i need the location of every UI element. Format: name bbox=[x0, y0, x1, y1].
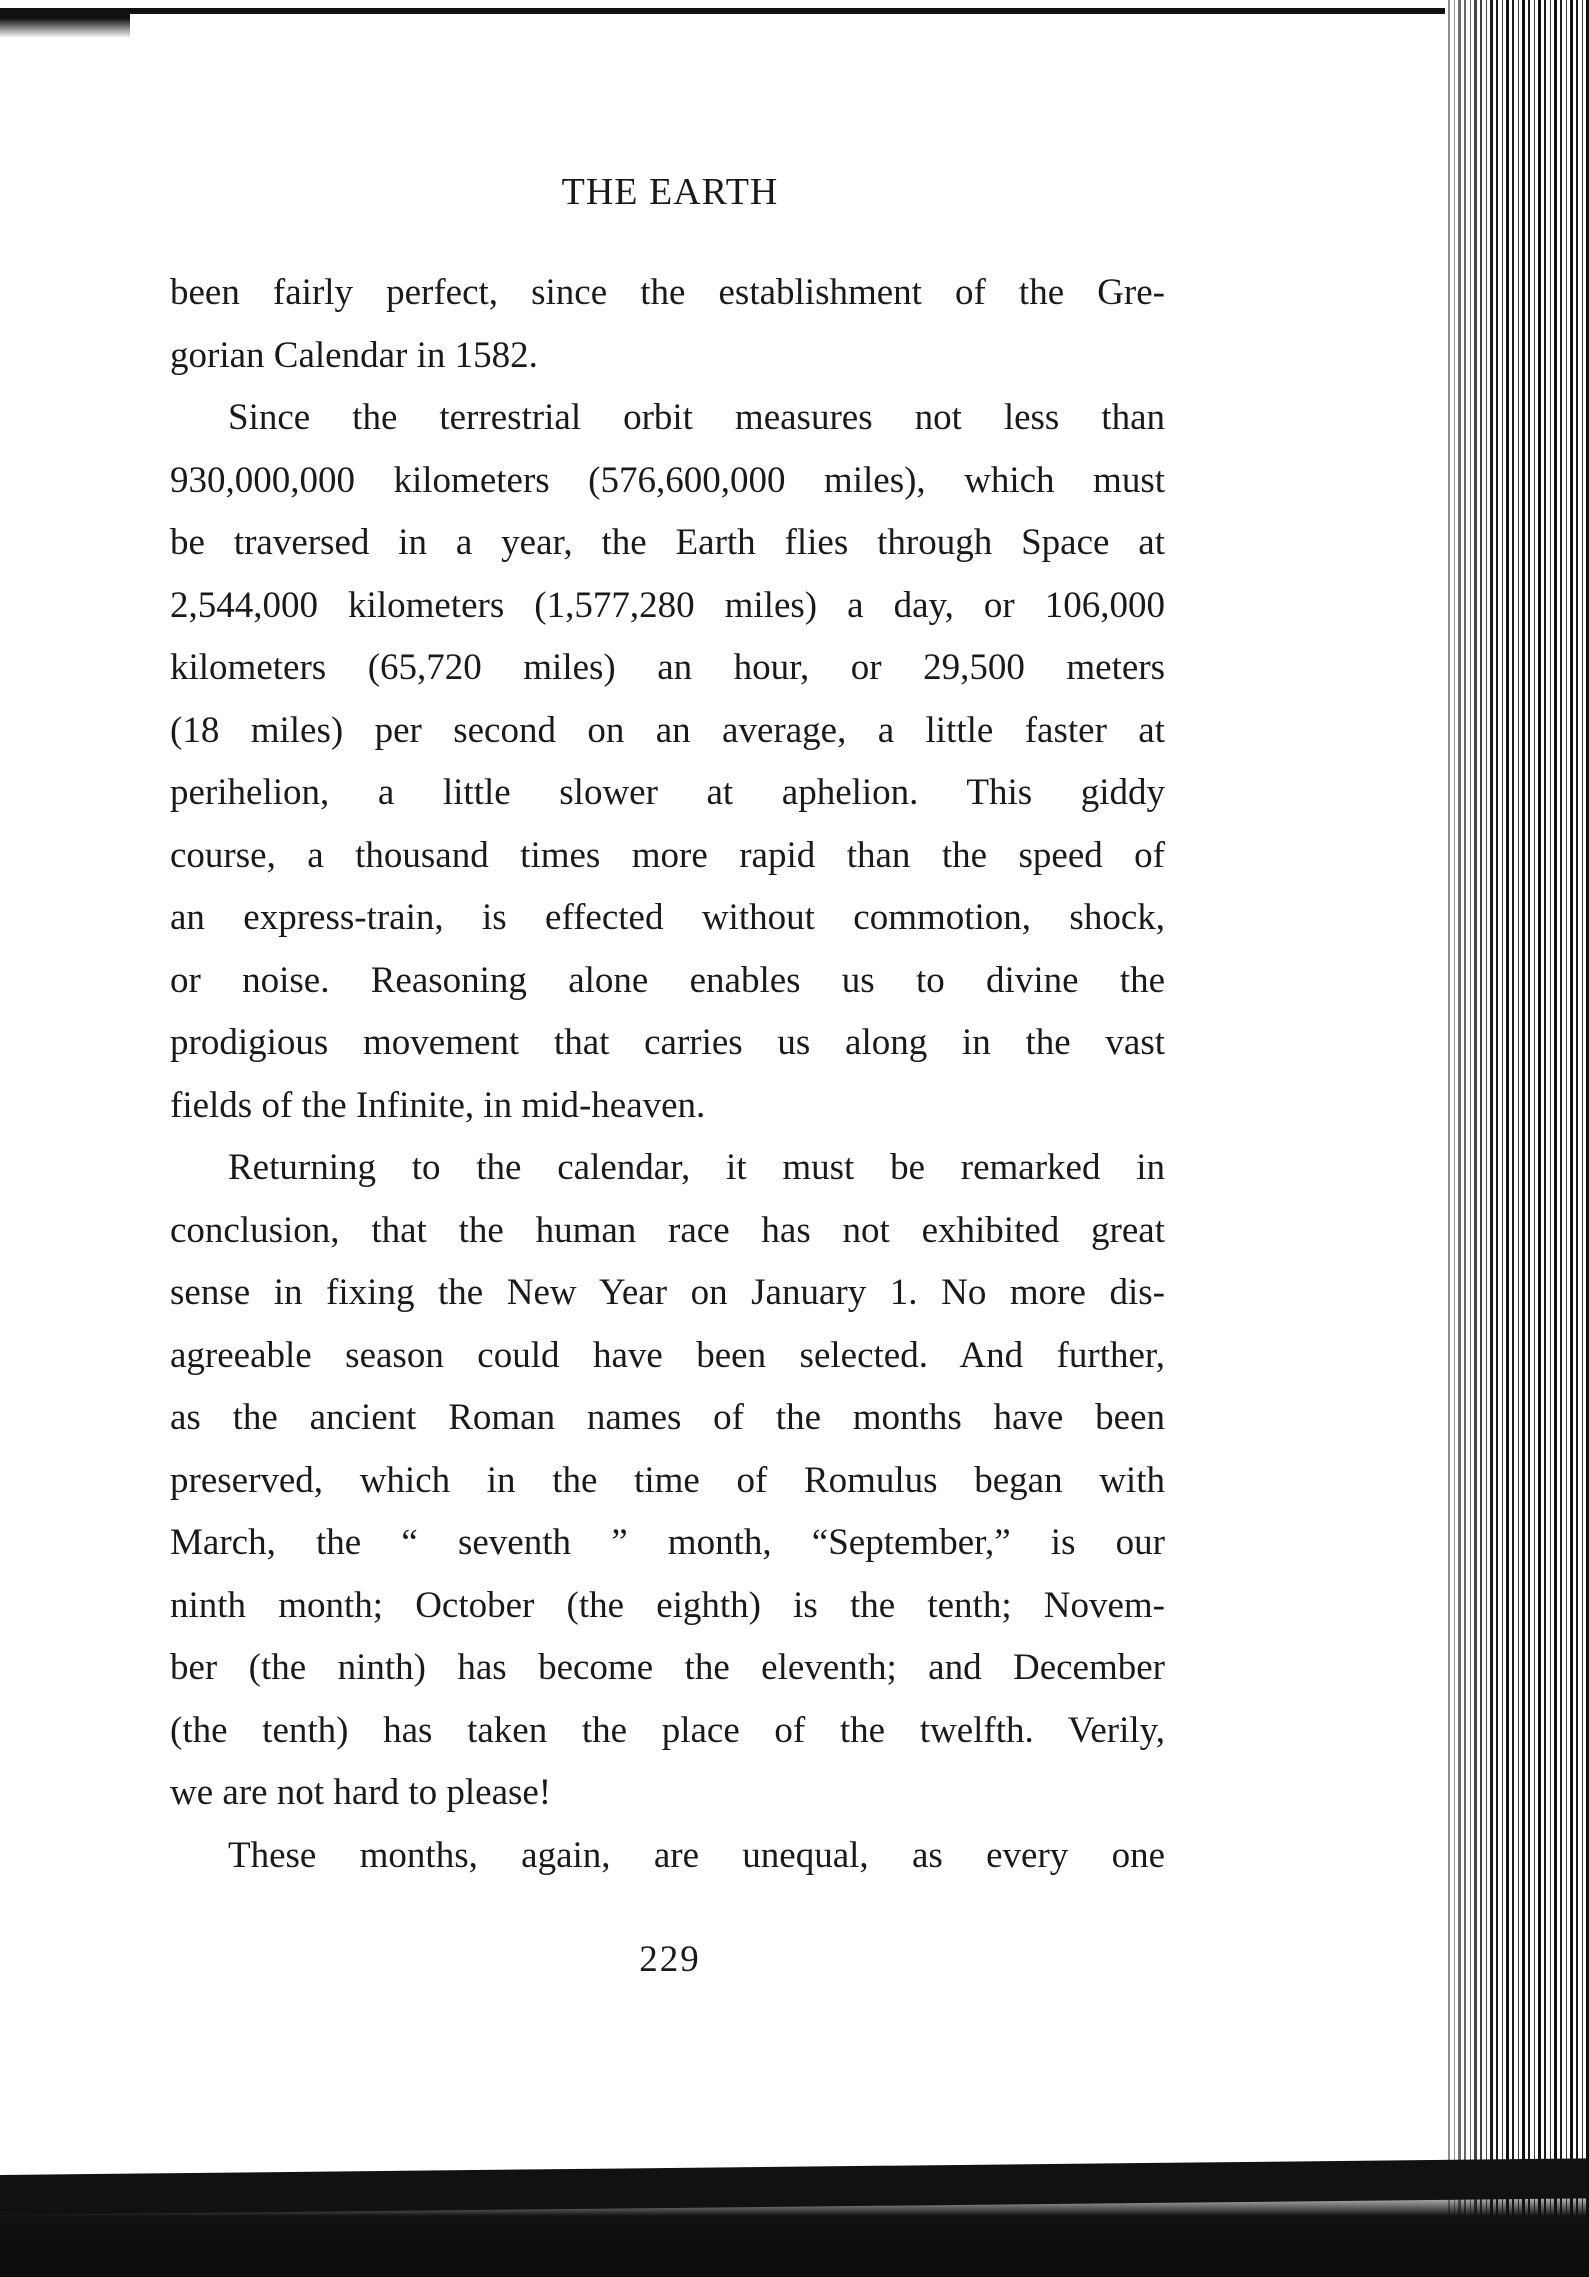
text-line: ber (the ninth) has become the eleventh; and December bbox=[170, 1647, 1165, 1688]
text-line: course, a thousand times more rapid than the speed of bbox=[170, 834, 1165, 876]
scan-top-rule bbox=[0, 8, 1589, 14]
text-line: as the ancient Roman names of the months have been bbox=[170, 1397, 1165, 1438]
text-line: conclusion, that the human race has not exhibited great bbox=[170, 1209, 1165, 1251]
scan-corner-shadow bbox=[0, 8, 130, 38]
text-line: kilometers (65,720 miles) an hour, or 29,500 meters bbox=[170, 647, 1165, 688]
text-line: prodigious movement that carries us along in the vast bbox=[170, 1022, 1165, 1063]
text-line: fields of the Infinite, in mid-heaven. bbox=[170, 1084, 706, 1126]
body-text bbox=[170, 262, 1165, 1887]
text-line: be traversed in a year, the Earth flies through Space at bbox=[170, 522, 1165, 563]
book-page-edges-fade bbox=[1445, 0, 1589, 2220]
text-line: 2,544,000 kilometers (1,577,280 miles) a day, or 106,000 bbox=[170, 584, 1165, 626]
text-line: 930,000,000 kilometers (576,600,000 miles), which must bbox=[170, 459, 1165, 501]
text-line: preserved, which in the time of Romulus began with bbox=[170, 1459, 1165, 1501]
text-line: Since the terrestrial orbit measures not less than bbox=[228, 397, 1165, 438]
text-line: an express-train, is effected without commotion, shock, bbox=[170, 897, 1165, 938]
text-line: we are not hard to please! bbox=[170, 1772, 552, 1813]
text-line: (the tenth) has taken the place of the twelfth. Verily, bbox=[170, 1709, 1165, 1751]
text-line: or noise. Reasoning alone enables us to divine the bbox=[170, 959, 1165, 1001]
text-line: These months, again, are unequal, as every one bbox=[228, 1834, 1165, 1876]
page-number: 229 bbox=[639, 1939, 701, 1980]
text-line: agreeable season could have been selected. And further, bbox=[170, 1334, 1165, 1376]
text-line: gorian Calendar in 1582. bbox=[170, 334, 538, 376]
text-line: been fairly perfect, since the establishment of the Gre- bbox=[170, 272, 1165, 313]
scan-bottom-binding bbox=[0, 2190, 1589, 2277]
text-line: ninth month; October (the eighth) is the tenth; Novem- bbox=[170, 1584, 1165, 1626]
running-head: THE EARTH bbox=[561, 171, 779, 213]
text-line: (18 miles) per second on an average, a little faster at bbox=[170, 709, 1165, 751]
text-line: sense in fixing the New Year on January 1. No more dis- bbox=[170, 1272, 1165, 1313]
text-line: perihelion, a little slower at aphelion. This giddy bbox=[170, 772, 1165, 813]
text-line: March, the “ seventh ” month, “September,” is our bbox=[170, 1522, 1165, 1563]
text-line: Returning to the calendar, it must be remarked in bbox=[228, 1147, 1165, 1188]
